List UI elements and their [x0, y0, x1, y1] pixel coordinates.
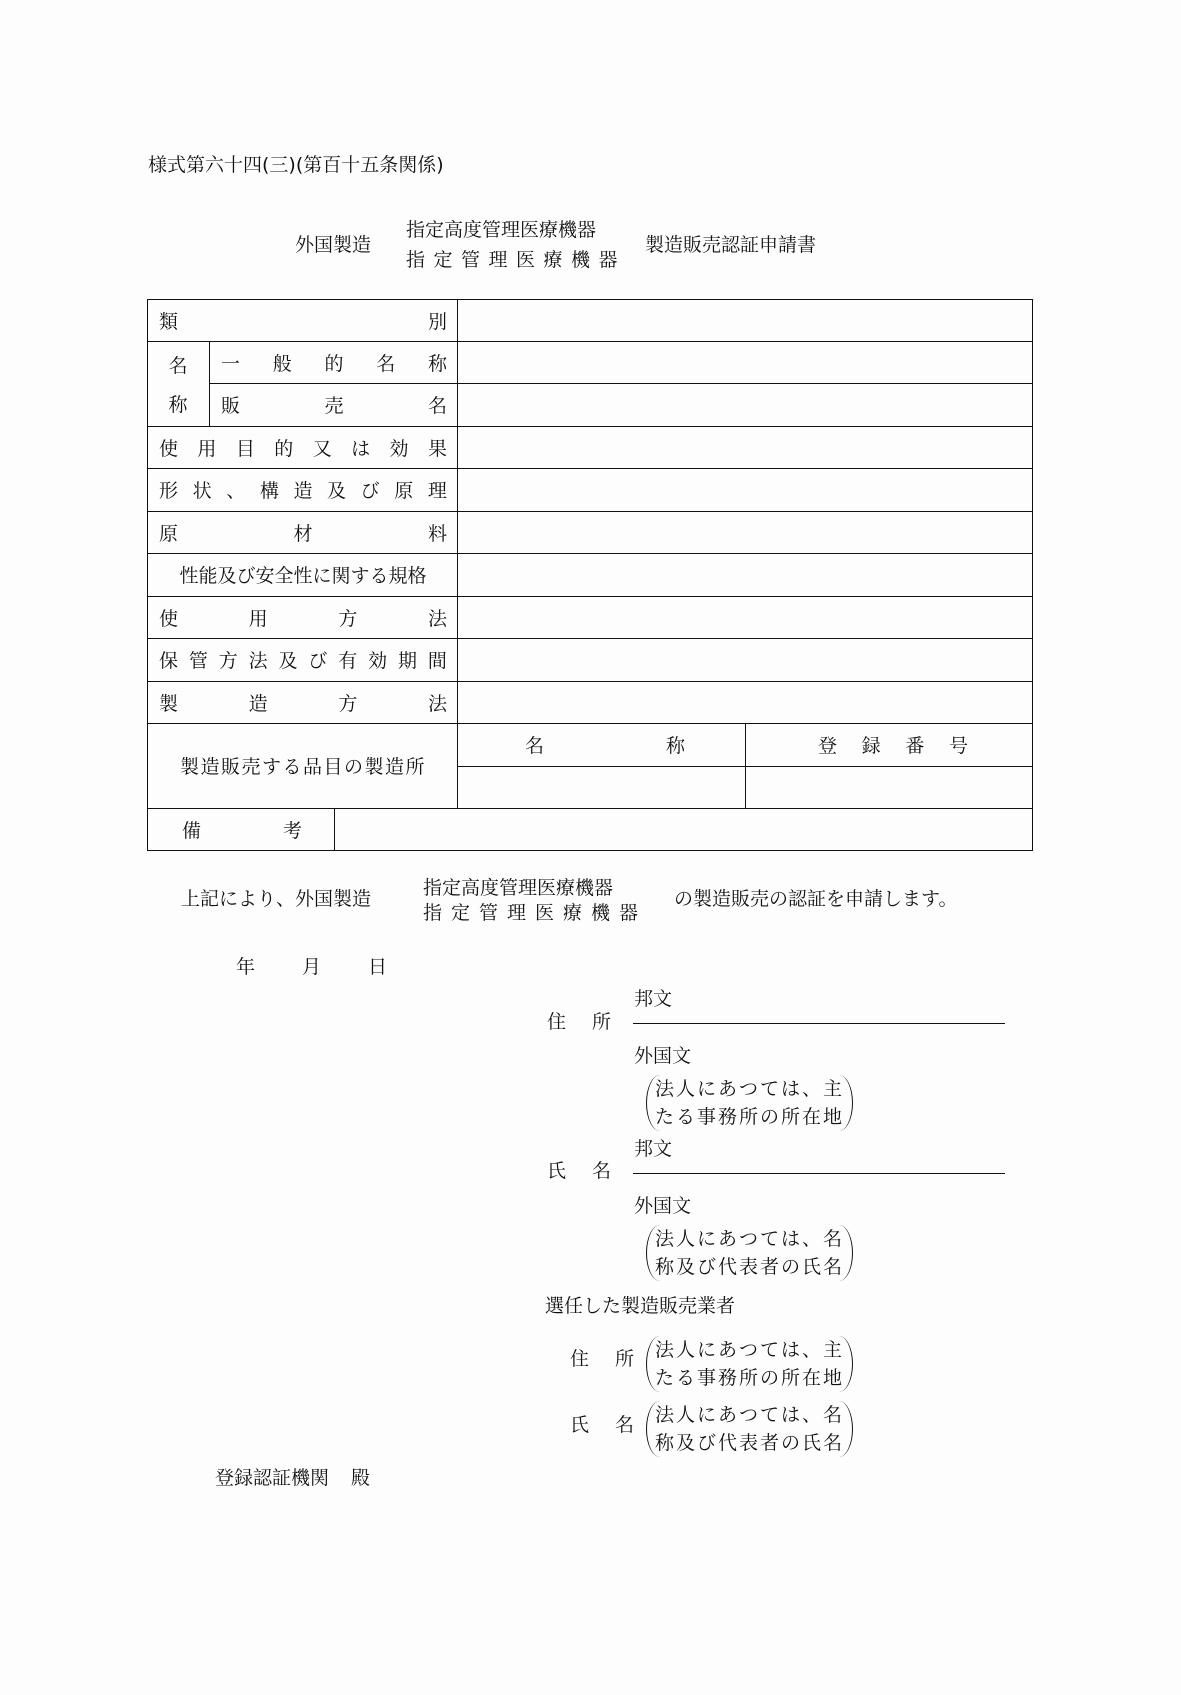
brand-name-field[interactable]	[459, 384, 1031, 425]
label-char: 造	[293, 480, 313, 502]
label-char: 形	[159, 480, 179, 502]
materials-field[interactable]	[459, 512, 1031, 552]
label-char: 用	[248, 607, 268, 630]
label-char: 販	[221, 395, 241, 417]
site-name-field[interactable]	[459, 767, 744, 807]
label-char: 間	[427, 650, 447, 672]
label-char: 製	[159, 692, 179, 715]
label-char: 住	[547, 1011, 567, 1033]
manufacturing-method-field[interactable]	[459, 682, 1031, 722]
title-option-1-text: 指定高度管理医療機器	[406, 219, 597, 241]
title-option-1	[406, 221, 624, 240]
label-char: 所	[614, 1348, 634, 1370]
label-char: 号	[948, 735, 968, 757]
note-line: たる事務所の所在地	[655, 1367, 845, 1389]
applicant-name-japanese-label: 邦文	[634, 1138, 673, 1160]
appointed-mah-heading: 選任した製造販売業者	[545, 1295, 736, 1317]
title-option-2	[406, 249, 627, 271]
label-char: 別	[427, 310, 447, 333]
appointed-mah-address-note	[646, 1336, 853, 1392]
classification-field[interactable]	[459, 300, 1031, 340]
remarks-field[interactable]	[336, 809, 1031, 850]
label-char: 方	[218, 650, 238, 672]
label-char: 料	[427, 522, 447, 545]
label-char: 所	[591, 1011, 611, 1033]
label-char: 保	[159, 650, 179, 672]
label-char: 売	[324, 395, 344, 417]
label-char: 使	[159, 437, 179, 460]
applicant-name-foreign-label: 外国文	[634, 1195, 692, 1217]
label-classification	[159, 299, 447, 341]
applicant-address-note	[646, 1075, 853, 1131]
label-char: 管	[188, 650, 208, 672]
label-char: は	[351, 437, 371, 460]
label-char: 原	[394, 480, 414, 502]
label-char: 効	[389, 437, 409, 460]
label-char: 理	[427, 480, 447, 502]
date-year: 年	[236, 956, 256, 978]
label-char: 造	[248, 692, 268, 715]
label-char: 名	[376, 352, 396, 375]
addressee	[215, 1469, 370, 1488]
label-char: 効	[368, 650, 388, 672]
label-char: 材	[293, 522, 313, 545]
statement-prefix: 上記により、外国製造	[181, 888, 372, 910]
label-char: 法	[427, 692, 447, 715]
note-line: 称及び代表者の氏名	[655, 1432, 845, 1454]
column-divider	[457, 299, 458, 808]
applicant-address-japanese-line[interactable]	[633, 1023, 1005, 1024]
note-line: 法人にあつては、主	[655, 1078, 845, 1100]
form-reference: 様式第六十四(三)(第百十五条関係)	[148, 154, 444, 176]
label-char: 名	[168, 354, 188, 377]
usage-method-field[interactable]	[459, 597, 1031, 637]
label-performance-safety-standards	[159, 553, 447, 596]
statement-suffix: の製造販売の認証を申請します。	[674, 888, 958, 910]
label-intended-use	[159, 426, 447, 468]
note-line: 法人にあつては、主	[655, 1339, 845, 1361]
label-char: 法	[427, 607, 447, 630]
title-prefix: 外国製造	[295, 234, 372, 256]
note-line: たる事務所の所在地	[655, 1106, 845, 1128]
intended-use-field[interactable]	[459, 427, 1031, 467]
label-char: 期	[398, 650, 418, 672]
label-char: 又	[312, 437, 332, 460]
addressee-body: 登録認証機関	[215, 1467, 330, 1489]
shape-structure-field[interactable]	[459, 469, 1031, 510]
label-char: 名	[525, 735, 545, 757]
label-char: 方	[338, 607, 358, 630]
applicant-address-label	[547, 1013, 611, 1032]
label-char: 用	[197, 437, 217, 460]
date-day: 日	[368, 956, 388, 978]
label-char: 住	[570, 1348, 590, 1370]
label-char: 法	[248, 650, 268, 672]
title-option-2-text: 指定管理医療機器	[406, 249, 627, 271]
label-char: 氏	[547, 1160, 567, 1182]
header-site-name	[525, 723, 685, 766]
label-char: 及	[278, 650, 298, 672]
label-char: 登	[818, 735, 838, 757]
note-line: 法人にあつては、名	[655, 1404, 845, 1426]
appointed-mah-name-label	[570, 1416, 634, 1435]
applicant-address-foreign-label: 外国文	[634, 1045, 692, 1067]
label-text: 性能及び安全性に関する規格	[179, 565, 427, 587]
note-line: 称及び代表者の氏名	[655, 1256, 845, 1278]
appointed-mah-address-label	[570, 1350, 634, 1369]
label-char: 果	[427, 437, 447, 460]
label-manufacturing-method	[159, 681, 447, 723]
registration-number-field[interactable]	[747, 767, 1031, 807]
statement-option-2: 指定管理医療機器	[423, 902, 648, 924]
applicant-name-label	[547, 1162, 611, 1181]
applicant-name-japanese-line[interactable]	[633, 1173, 1005, 1174]
column-divider	[334, 808, 335, 851]
label-char: 、	[226, 480, 246, 502]
label-char: 方	[338, 692, 358, 715]
label-char: 的	[324, 352, 344, 375]
label-materials	[159, 511, 447, 553]
date-month: 月	[302, 956, 322, 978]
applicant-address-japanese-label: 邦文	[634, 988, 673, 1010]
title-suffix: 製造販売認証申請書	[645, 234, 817, 256]
statement-option-1-text: 指定高度管理医療機器	[423, 877, 614, 899]
label-char: 使	[159, 607, 179, 630]
label-brand-name	[221, 383, 447, 426]
label-char: 称	[168, 393, 188, 416]
label-char: 録	[861, 735, 881, 757]
label-char: 般	[272, 352, 292, 375]
label-char: 称	[665, 735, 685, 757]
appointed-mah-name-note	[646, 1401, 853, 1457]
label-char: 有	[338, 650, 358, 672]
label-char: 考	[282, 820, 302, 842]
label-char: 構	[259, 480, 279, 502]
label-usage-method	[159, 596, 447, 638]
label-char: 名	[427, 395, 447, 417]
label-char: 目	[235, 437, 255, 460]
storage-shelf-life-field[interactable]	[459, 639, 1031, 680]
generic-name-field[interactable]	[459, 342, 1031, 382]
applicant-name-note	[646, 1225, 853, 1281]
label-char: 氏	[570, 1414, 590, 1436]
label-name-group	[147, 341, 209, 426]
statement-option-1	[423, 879, 653, 898]
performance-safety-field[interactable]	[459, 554, 1031, 595]
column-divider	[745, 723, 746, 808]
header-registration-number	[818, 723, 968, 766]
label-char: 類	[159, 310, 179, 333]
label-text: 製造販売する品目の製造所	[179, 756, 426, 778]
label-char: 名	[614, 1414, 634, 1436]
label-char: 備	[182, 820, 202, 842]
label-char: 番	[905, 735, 925, 757]
label-char: 状	[192, 480, 212, 502]
label-storage-shelf-life	[159, 638, 447, 681]
label-manufacturing-site	[159, 723, 447, 808]
label-char: び	[308, 650, 328, 672]
label-char: 名	[591, 1160, 611, 1182]
label-char: 的	[274, 437, 294, 460]
label-char: 称	[427, 352, 447, 375]
label-char: 原	[159, 522, 179, 545]
label-shape-structure	[159, 468, 447, 511]
label-generic-name	[221, 341, 447, 383]
label-char: び	[360, 480, 380, 502]
label-char: 一	[221, 352, 241, 375]
column-divider	[209, 341, 210, 426]
addressee-honorific: 殿	[351, 1467, 371, 1489]
note-line: 法人にあつては、名	[655, 1228, 845, 1250]
label-char: 及	[327, 480, 347, 502]
label-remarks	[182, 808, 302, 851]
